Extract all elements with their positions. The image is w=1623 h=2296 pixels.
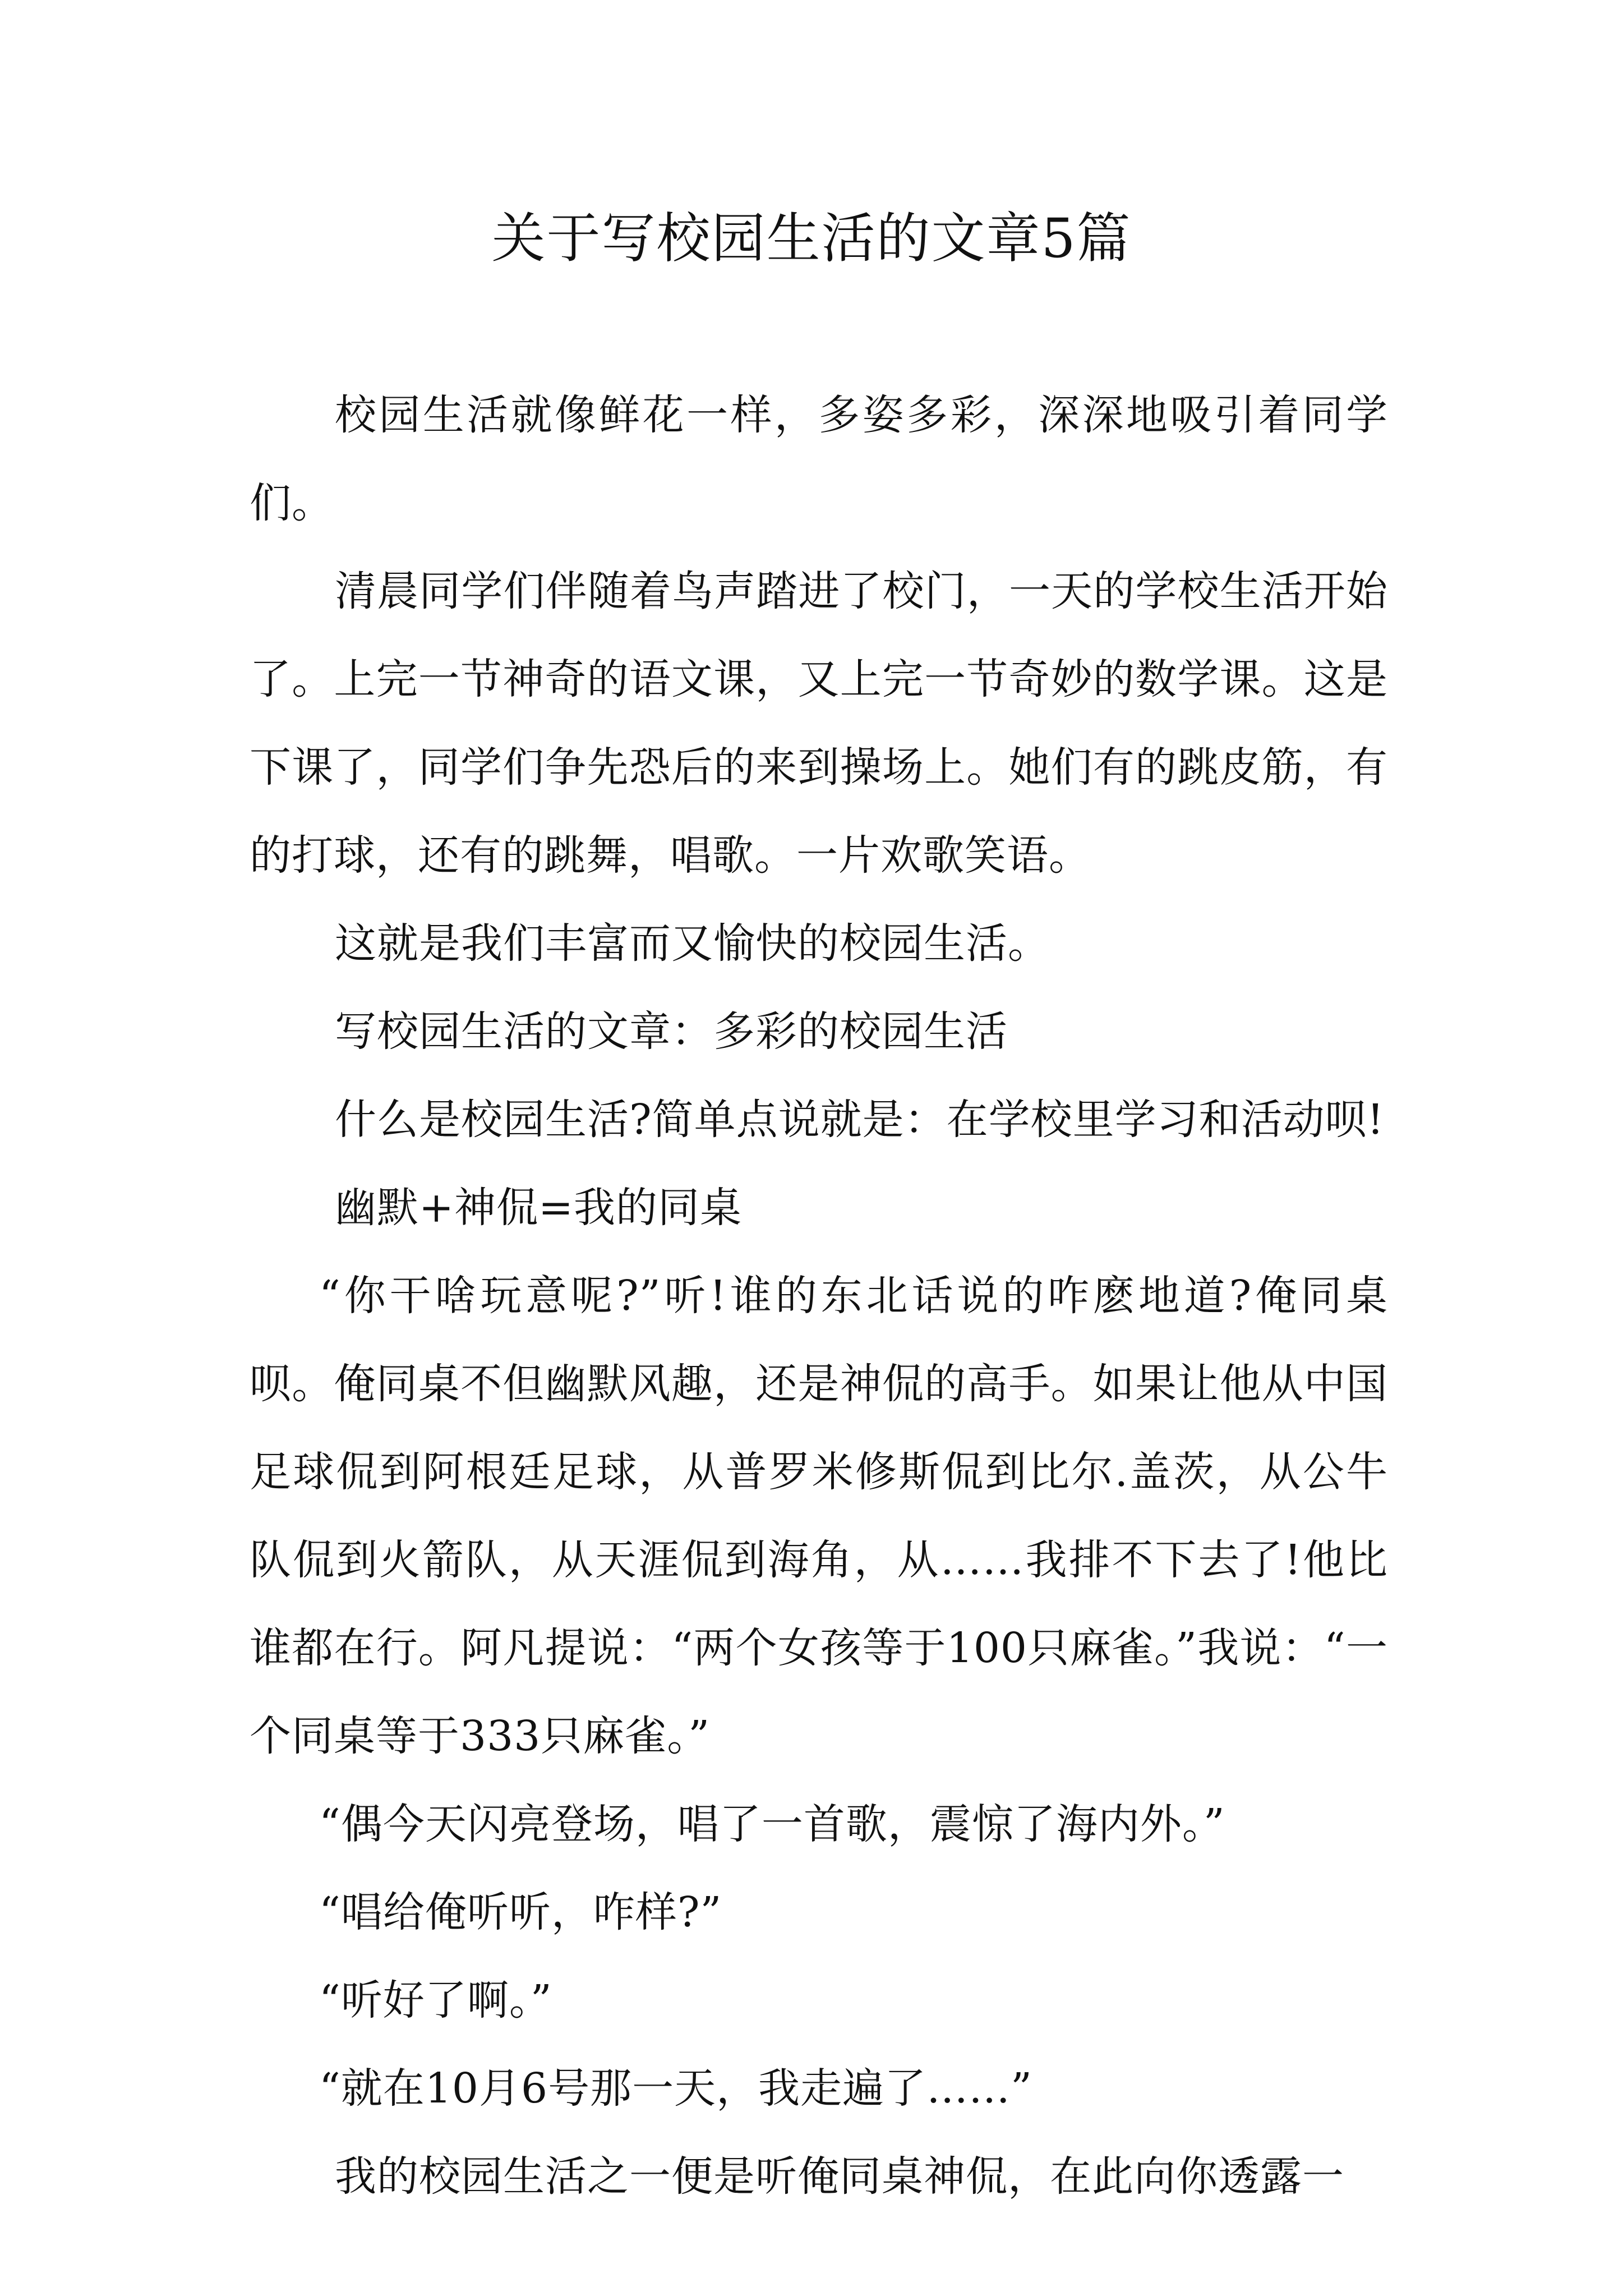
paragraph-summary: 这就是我们丰富而又愉快的校园生活。 — [335, 919, 1050, 968]
paragraph-intro: 校园生活就像鲜花一样，多姿多彩，深深地吸引着同学们。 — [250, 391, 1388, 527]
document-title: 关于写校园生活的文章5篇 — [491, 207, 1132, 270]
paragraph-deskmate: “你干啥玩意呢?”听!谁的东北话说的咋麽地道?俺同桌呗。俺同桌不但幽默风趣，还是神侃的高手。如果让他从中国足球侃到阿根廷足球，从普罗米修斯侃到比尔.盖茨，从公牛队侃到火箭队，从天涯侃到海角，从……我排不下去了!他比谁都在行。阿凡提说：“两个女孩等于100只麻雀。”我说：“一个同桌等于333只麻雀。” — [250, 1272, 1388, 1760]
dialogue-line: “唱给俺听听，咋样?” — [319, 1888, 722, 1936]
subheading: 幽默+神侃=我的同桌 — [335, 1184, 743, 1232]
document-body — [250, 371, 1388, 2221]
dialogue-line: “听好了啊。” — [319, 1976, 552, 2024]
paragraph-closing: 我的校园生活之一便是听俺同桌神侃，在此向你透露一 — [335, 2152, 1344, 2201]
dialogue-line: “就在10月6号那一天，我走遍了……” — [319, 2064, 1032, 2113]
paragraph-question: 什么是校园生活?简单点说就是：在学校里学习和活动呗! — [335, 1096, 1385, 1144]
section-heading: 写校园生活的文章：多彩的校园生活 — [335, 1007, 1008, 1056]
paragraph-morning: 清晨同学们伴随着鸟声踏进了校门，一天的学校生活开始了。上完一节神奇的语文课，又上完一节奇妙的数学课。这是下课了，同学们争先恐后的来到操场上。她们有的跳皮筋，有的打球，还有的跳舞，唱歌。一片欢歌笑语。 — [250, 567, 1388, 880]
dialogue-line: “偶今天闪亮登场，唱了一首歌，震惊了海内外。” — [319, 1800, 1225, 1848]
